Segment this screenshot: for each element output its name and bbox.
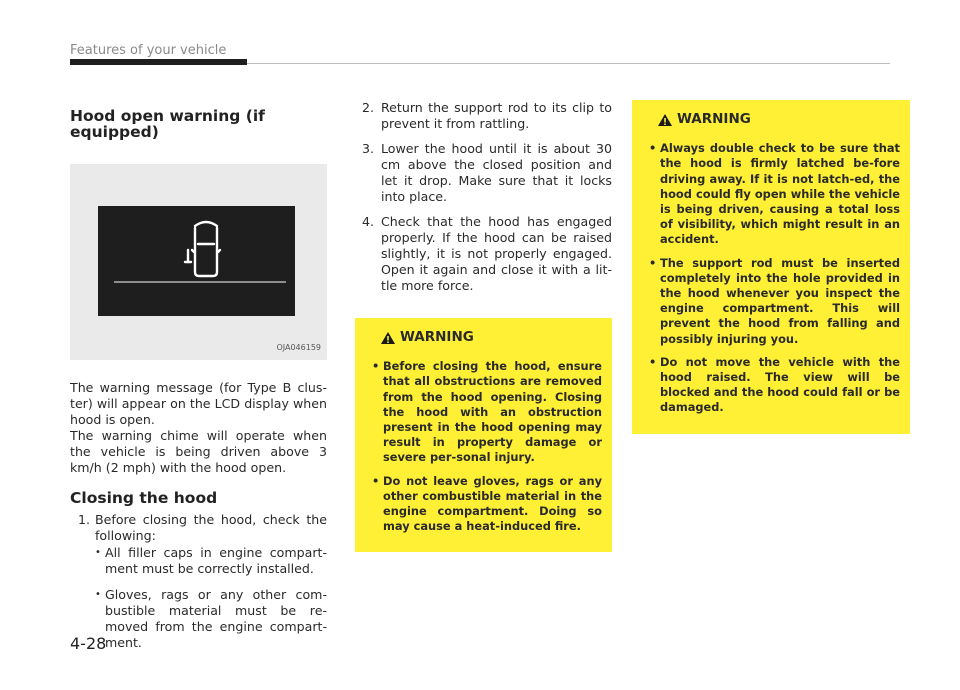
step-text: Check that the hood has engaged properly. If the hood can be raised slightly, it is not properly engaged. Open it again and close it with a lit-tle more force. <box>381 214 612 293</box>
page-number: 4-28 <box>70 634 107 653</box>
header-bar <box>70 59 247 65</box>
step-text: Lower the hood until it is about 30 cm above the closed position and let it drop. Make sure that it locks into place. <box>381 141 612 204</box>
warning-heading <box>657 112 900 127</box>
section-title-closing-hood: Closing the hood <box>70 489 218 507</box>
step-number: 2. <box>362 100 375 115</box>
car-hood-open-icon <box>98 206 295 316</box>
hood-warning-figure <box>70 164 327 360</box>
step-item <box>355 100 612 132</box>
paragraph-warning-message: The warning message (for Type B clus-ter) will appear on the LCD display when hood is open. <box>70 380 327 427</box>
warning-item: • Do not move the vehicle with the hood raised. The view will be blocked and the hood could fall or be damaged. <box>642 355 900 416</box>
warning-list <box>642 141 900 415</box>
warning-heading <box>380 330 602 345</box>
column-middle <box>355 100 612 552</box>
warning-list <box>365 359 602 534</box>
paragraph-warning-chime: The warning chime will operate when the vehicle is being driven above 3 km/h (2 mph) with the hood open. <box>70 428 327 475</box>
warning-item: • Always double check to be sure that the hood is firmly latched be-fore driving away. If it is not latch-ed, the hood could fly open while the vehicle is being driven, causing a total loss of visibility, which might result in an accident. <box>642 141 900 247</box>
sub-item: • Gloves, rags or any other com-bustible material must be re-moved from the engine compart-ment. <box>95 587 327 651</box>
header-title: Features of your vehicle <box>70 43 227 58</box>
column-left <box>70 100 327 661</box>
step-item <box>355 214 612 294</box>
closing-steps-list <box>70 512 327 651</box>
step-item <box>70 512 327 651</box>
warning-title: WARNING <box>677 111 751 127</box>
step-item <box>355 141 612 205</box>
warning-item: • Do not leave gloves, rags or any other combustible material in the engine compartment. Doing so may cause a heat-induced fire. <box>365 474 602 535</box>
warning-triangle-icon <box>380 331 396 345</box>
warning-item: • The support rod must be inserted completely into the hole provided in the hood whenever you inspect the engine compartment. This will prevent the hood from falling and possibly injuring you. <box>642 256 900 347</box>
step-number: 1. <box>78 512 91 527</box>
sub-item: • All filler caps in engine compart-ment must be correctly installed. <box>95 545 327 577</box>
warning-title: WARNING <box>400 329 474 345</box>
step-text: Before closing the hood, check the following: <box>95 512 327 543</box>
section-title-hood-open-warning: Hood open warning (if equipped) <box>70 107 265 141</box>
warning-triangle-icon <box>657 113 673 127</box>
step-number: 3. <box>362 141 375 156</box>
step-text: Return the support rod to its clip to prevent it from rattling. <box>381 100 612 131</box>
sub-checklist <box>95 545 327 651</box>
warning-item: • Before closing the hood, ensure that all obstructions are removed from the hood opening. Closing the hood with an obstruction present in the hood opening may result in property damage or severe per-sonal injury. <box>365 359 602 465</box>
header-rule <box>247 63 890 64</box>
closing-steps-list-continued <box>355 100 612 294</box>
figure-code: OJA046159 <box>276 343 321 352</box>
step-number: 4. <box>362 214 375 229</box>
warning-box-latching <box>632 100 910 434</box>
column-right <box>632 100 900 434</box>
warning-box-closing <box>355 318 612 552</box>
lcd-display <box>98 206 295 316</box>
